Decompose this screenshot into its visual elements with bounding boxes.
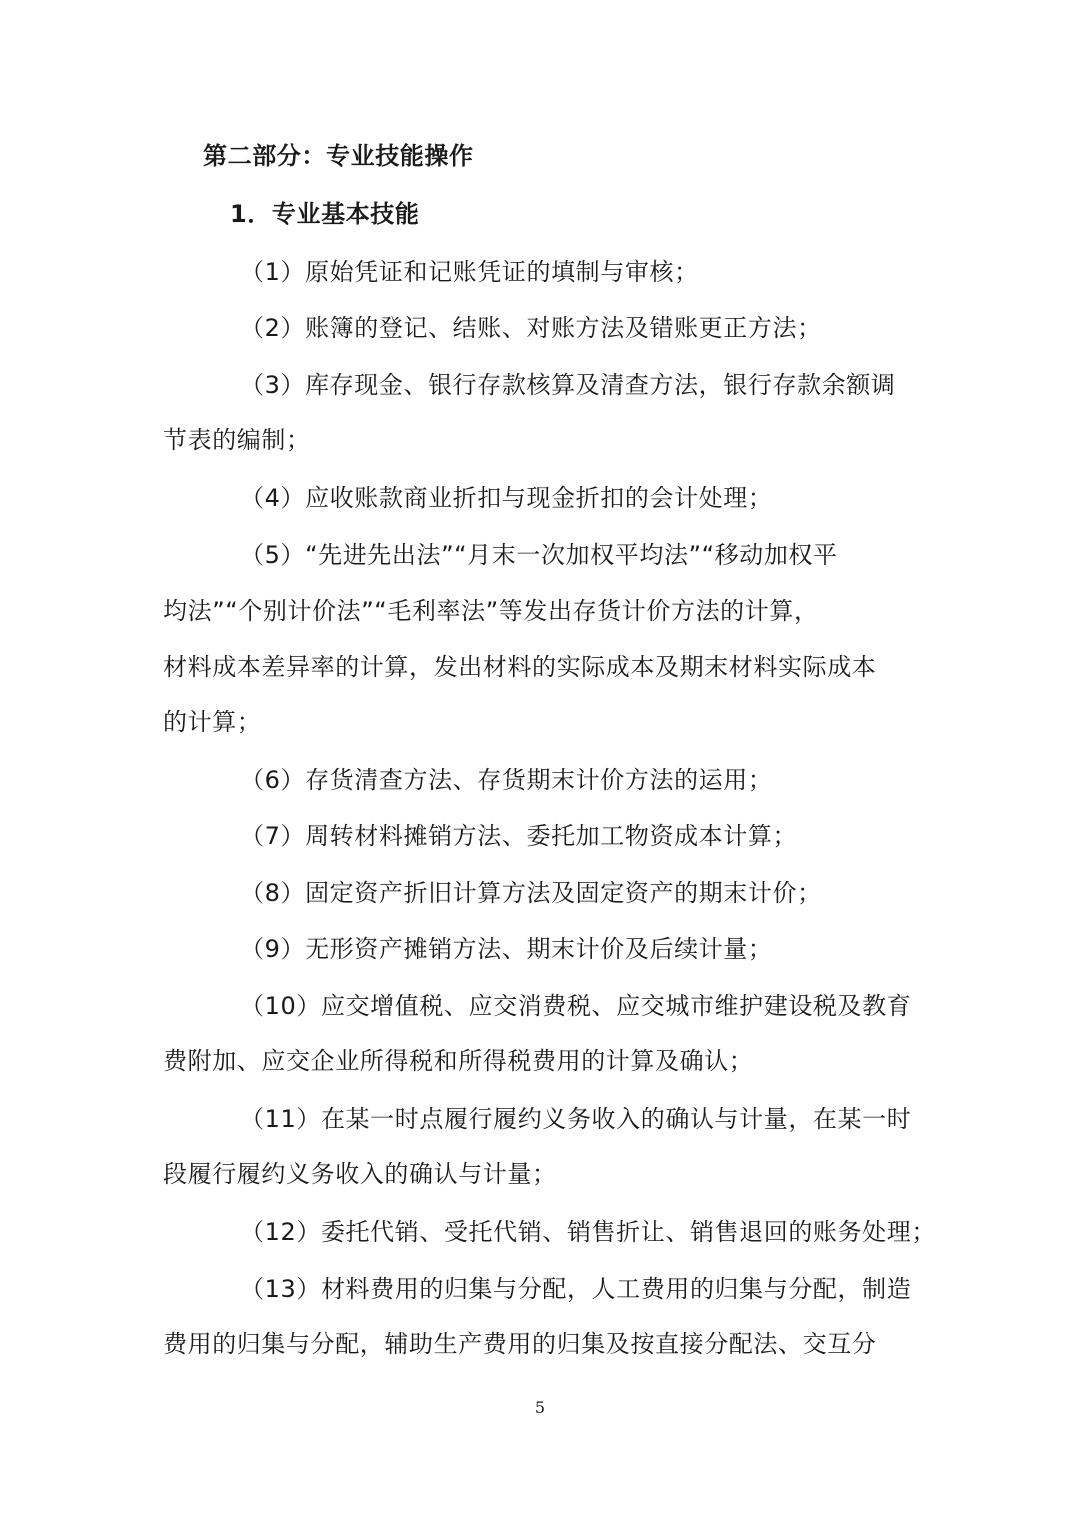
- list-item: （7）周转材料摊销方法、委托加工物资成本计算；: [240, 822, 798, 850]
- list-item: （12）委托代销、受托代销、销售折让、销售退回的账务处理；: [240, 1218, 936, 1246]
- list-item: （4）应收账款商业折扣与现金折扣的会计处理；: [240, 484, 773, 512]
- list-item: （3）库存现金、银行存款核算及清查方法，银行存款余额调: [240, 371, 896, 399]
- list-item: （6）存货清查方法、存货期末计价方法的运用；: [240, 766, 773, 794]
- list-item-continuation: 均法”“个别计价法”“毛利率法”等发出存货计价方法的计算，: [163, 597, 819, 625]
- list-item-continuation: 费用的归集与分配，辅助生产费用的归集及按直接分配法、交互分: [163, 1330, 877, 1358]
- list-item: （13）材料费用的归集与分配，人工费用的归集与分配，制造: [240, 1275, 912, 1303]
- list-item: （5）“先进先出法”“月末一次加权平均法”“移动加权平: [240, 541, 838, 569]
- page-number: 5: [534, 1398, 546, 1417]
- list-item: （8）固定资产折旧计算方法及固定资产的期末计价；: [240, 879, 822, 907]
- list-item: （11）在某一时点履行履约义务收入的确认与计量，在某一时: [240, 1105, 912, 1133]
- list-item-continuation: 费附加、应交企业所得税和所得税费用的计算及确认；: [163, 1047, 754, 1075]
- section-title: 第二部分：专业技能操作: [203, 142, 474, 170]
- list-item: （10）应交增值税、应交消费税、应交城市维护建设税及教育: [240, 992, 912, 1020]
- list-item-continuation: 的计算；: [163, 708, 262, 736]
- list-item: （9）无形资产摊销方法、期末计价及后续计量；: [240, 935, 773, 963]
- list-item: （1）原始凭证和记账凭证的填制与审核；: [240, 258, 699, 286]
- list-item-continuation: 节表的编制；: [163, 426, 311, 454]
- list-item: （2）账簿的登记、结账、对账方法及错账更正方法；: [240, 314, 822, 342]
- list-item-continuation: 段履行履约义务收入的确认与计量；: [163, 1160, 557, 1188]
- list-item-continuation: 材料成本差异率的计算，发出材料的实际成本及期末材料实际成本: [163, 653, 877, 681]
- subsection-title: 1．专业基本技能: [230, 200, 420, 228]
